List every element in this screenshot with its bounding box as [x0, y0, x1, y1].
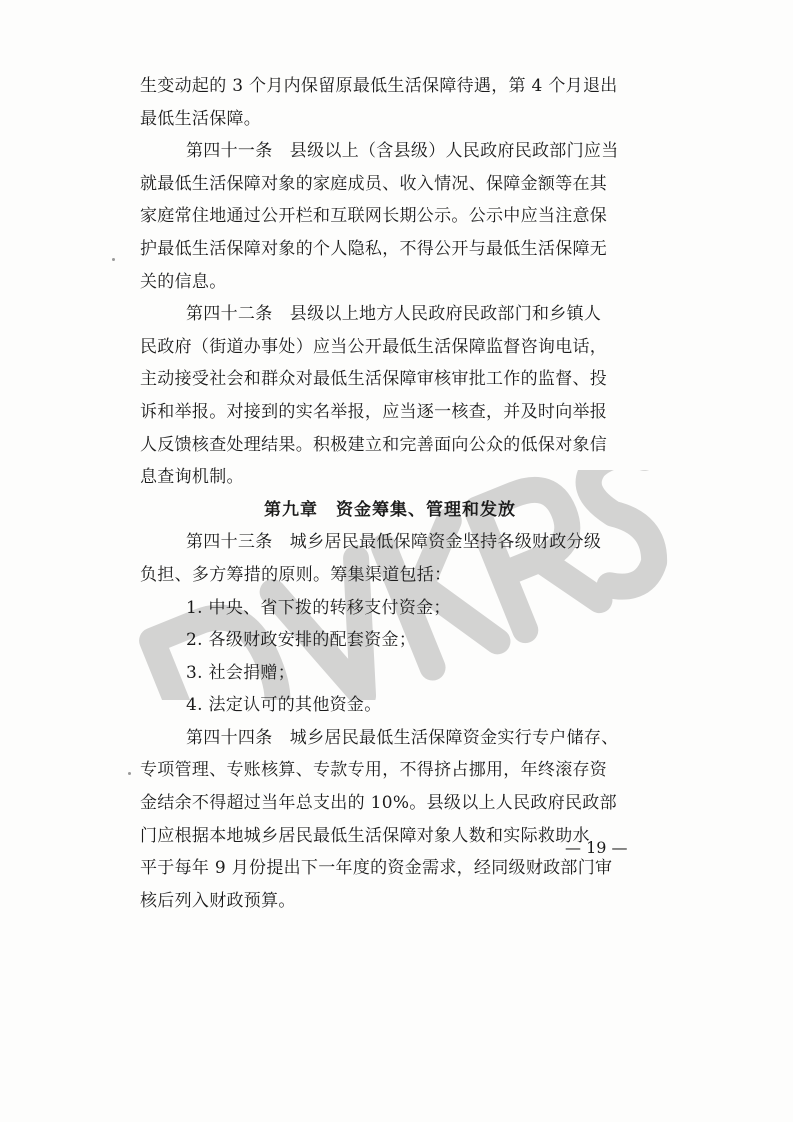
- text-line: 第四十三条 城乡居民最低保障资金坚持各级财政分级: [186, 532, 602, 553]
- text-line: 家庭常住地通过公开栏和互联网长期公示。公示中应当注意保: [140, 206, 608, 227]
- scan-speck: [128, 772, 131, 775]
- text-line: 2. 各级财政安排的配套资金；: [186, 630, 417, 651]
- text-line: 人反馈核查处理结果。积极建立和完善面向公众的低保对象信: [140, 434, 608, 455]
- text-line: 3. 社会捐赠；: [186, 662, 296, 683]
- text-line: 息查询机制。: [140, 467, 244, 488]
- text-line: 第四十二条 县级以上地方人民政府民政部门和乡镇人: [186, 304, 602, 325]
- text-line: 第四十四条 城乡居民最低生活保障资金实行专户储存、: [186, 727, 619, 748]
- scan-speck: [112, 258, 115, 261]
- text-line: 民政府（街道办事处）应当公开最低生活保障监督咨询电话，: [140, 336, 608, 357]
- text-line: 金结余不得超过当年总支出的 10%。县级以上人民政府民政部: [140, 793, 617, 814]
- text-line: 门应根据本地城乡居民最低生活保障对象人数和实际救助水: [140, 825, 590, 846]
- text-line: 第四十一条 县级以上（含县级）人民政府民政部门应当: [186, 141, 619, 162]
- text-line: 最低生活保障。: [140, 108, 262, 129]
- text-line: 就最低生活保障对象的家庭成员、收入情况、保障金额等在其: [140, 173, 608, 194]
- text-line: 平于每年 9 月份提出下一年度的资金需求，经同级财政部门审: [140, 858, 613, 879]
- body-text: [140, 70, 640, 917]
- text-line: 护最低生活保障对象的个人隐私，不得公开与最低生活保障无: [140, 238, 608, 259]
- text-line: 1. 中央、省下拨的转移支付资金；: [186, 597, 451, 618]
- text-line: 主动接受社会和群众对最低生活保障审核审批工作的监督、投: [140, 369, 608, 390]
- chapter-heading: 第九章 资金筹集、管理和发放: [264, 499, 516, 520]
- page-number: — 19 —: [565, 838, 628, 857]
- text-line: 负担、多方筹措的原则。筹集渠道包括：: [140, 564, 452, 585]
- text-line: 关的信息。: [140, 271, 227, 292]
- text-line: 生变动起的 3 个月内保留原最低生活保障待遇，第 4 个月退出: [140, 76, 618, 96]
- text-line: 专项管理、专账核算、专款专用，不得挤占挪用，年终滚存资: [140, 760, 608, 781]
- text-line: 诉和举报。对接到的实名举报，应当逐一核查，并及时向举报: [140, 401, 608, 422]
- text-line: 核后列入财政预算。: [140, 890, 296, 911]
- text-line: 4. 法定认可的其他资金。: [186, 695, 382, 716]
